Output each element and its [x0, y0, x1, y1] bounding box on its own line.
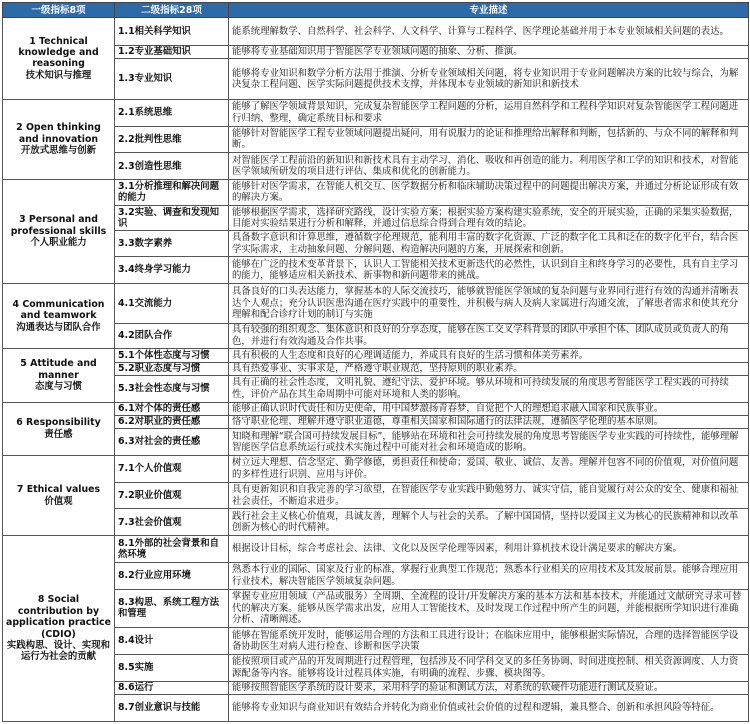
indicator-table [2, 2, 749, 722]
level2-indicator: 8.6运行 [115, 681, 229, 694]
description-cell: 知晓和理解“联合国可持续发展目标”，能够站在环境和社会可持续发展的角度思考智能医学专业实践的可持续性，能够理解智能医学信息系统运行或技术实施过程中可能对社会和环境造成的影响。 [229, 429, 749, 456]
table-row [3, 362, 749, 375]
level2-indicator: 5.3社会性态度与习惯 [115, 375, 229, 402]
level2-indicator: 7.1个人价值观 [115, 455, 229, 482]
description-cell: 能够在广泛的技术变革背景下，认识人工智能相关技术更新迭代的必然性，认识到自主和终身学习的必要性，具有自主学习的能力，能够适应相关新技术、新事物和新问题带来的挑战。 [229, 257, 749, 284]
description-cell: 恪守职业伦理、理解并遵守职业道德，尊重相关国家和国际通行的法律法规，遵循医学伦理的基本原则。 [229, 415, 749, 428]
table-row [3, 695, 749, 722]
description-cell: 熟悉本行业的国际、国家及行业的标准，掌握行业典型工作规范；熟悉本行业相关的应用技术及其发展前景。能够合理应用行业技术，解决智能医学领域复杂问题。 [229, 562, 749, 589]
level2-indicator: 1.3专业知识 [115, 59, 229, 100]
level1-indicator [3, 99, 115, 179]
description-cell: 掌握专业应用领域（产品或服务）全周期、全流程的设计/开发解决方案的基本方法和基本技术，并能通过文献研究寻求可替代的解决方案。能够从医学需求出发，应用人工智能技术，及时发现工作过程中所产生的问题，并能根据所学知识进行准确分析、清晰阐述。 [229, 589, 749, 628]
level1-english-name: 4 Communication and teamwork [12, 298, 105, 322]
description-cell: 能够针对医学需求，在智能人机交互、医学数据分析和临床辅助决策过程中的问题提出解决方案，并通过分析论证形成有效的解决方案。 [229, 180, 749, 206]
table-row [3, 402, 749, 415]
level1-english-name: 8 Social contribution by application practice (CDIO) [6, 594, 111, 640]
description-cell: 践行社会主义核心价值观，具诚友善，理解个人与社会的关系。了解中国国情，坚持以爱国主义为核心的民族精神和以改革创新为核心的时代精神。 [229, 509, 749, 536]
table-row [3, 681, 749, 694]
level2-indicator: 5.2职业态度与习惯 [115, 362, 229, 375]
level2-indicator: 6.1对个体的责任感 [115, 402, 229, 415]
level2-indicator: 6.2对职业的责任感 [115, 415, 229, 428]
description-cell: 根据设计目标，综合考虑社会、法律、文化以及医学伦理等因素，利用计算机技术设计满足要求的解决方案。 [229, 536, 749, 563]
table-row [3, 126, 749, 153]
level2-indicator: 8.5实施 [115, 655, 229, 682]
table-row [3, 59, 749, 100]
description-cell: 具备良好的口头表达能力，掌握基本的人际交流技巧，能够就智能医学领域的复杂问题与业界同行进行有效的沟通并清晰表达个人观点；充分认识医患沟通在医疗实践中的重要性，并积极与病人及病人家属进行沟通交流，了解患者需求和使其充分理解和配合诊疗计划的制订与实施 [229, 283, 749, 323]
description-cell: 具有积极的人生态度和良好的心理调适能力，养成具有良好的生活习惯和体美劳素养。 [229, 349, 749, 362]
table-row [3, 589, 749, 628]
description-cell: 能够了解医学领域背景知识，完成复杂智能医学工程问题的分析，运用自然科学和工程科学知识对复杂智能医学工程问题进行归纳、整理，确定系统目标和要求 [229, 99, 749, 126]
description-cell: 能够将专业知识与商业知识有效结合并转化为商业价值或社会价值的过程和逻辑，兼具整合、创新和承担风险等特征。 [229, 695, 749, 722]
description-cell: 树立远大理想、信念坚定、勤学修德，勇担责任和使命；爱国、敬业、诚信、友善。理解并包容不同的价值观，对价值问题的多样性进行识别、应用与评价。 [229, 455, 749, 482]
level2-indicator: 6.3对社会的责任感 [115, 429, 229, 456]
level2-indicator: 2.3创造性思维 [115, 153, 229, 180]
description-cell: 能按照项目或产品的开发周期进行过程管理，包括涉及不同学科交叉的多任务协调、时间进度控制、相关资源调度、人力资源配备等内容。能够将设计过程具体实施，有明确的流程、步骤、模块图等。 [229, 655, 749, 682]
level2-indicator: 8.7创业意识与技能 [115, 695, 229, 722]
level2-indicator: 1.2专业基础知识 [115, 45, 229, 58]
description-cell: 能够根据医学需求，选择研究路线，设计实验方案；根据实验方案构建实验系统，安全的开展实验，正确的采集实验数据，目能对实验结果进行分析和解释，并通过信息综合得到合理有效的结论。 [229, 205, 749, 231]
level2-indicator: 2.2批判性思维 [115, 126, 229, 153]
level1-indicator [3, 283, 115, 348]
description-cell: 具备数字意识和计算思维，遵循数字伦理规范，能利用丰富的数字化资源、广泛的数字化工具和泛在的数字化平台，结合医学实际需求，主动抽象问题、分解问题、构造解决问题的方案，开展探索和创新。 [229, 231, 749, 257]
level1-chinese-name: 责任感 [44, 428, 73, 440]
level2-indicator: 5.1个体性态度与习惯 [115, 349, 229, 362]
level1-chinese-name: 实践构思、设计、实现和运行为社会的贡献 [6, 639, 111, 663]
level2-indicator: 3.2实验、调查和发现知识 [115, 205, 229, 231]
level2-indicator: 8.4设计 [115, 628, 229, 655]
header-level1: 一级指标8项 [3, 3, 115, 18]
table-row [3, 628, 749, 655]
level1-chinese-name: 个人职业能力 [30, 237, 87, 249]
level1-chinese-name: 沟通表达与团队合作 [16, 321, 101, 333]
level2-indicator: 8.3构思、系统工程方法和管理 [115, 589, 229, 628]
description-cell: 能够针对智能医学工程专业领域问题提出疑问，用有说服力的论证和推理给出解释和判断，包括新的、与众不同的解释和判断。 [229, 126, 749, 153]
level1-indicator [3, 455, 115, 535]
level1-indicator [3, 180, 115, 284]
table-row [3, 257, 749, 284]
level1-english-name: 7 Ethical values [16, 484, 101, 496]
table-row [3, 429, 749, 456]
level2-indicator: 2.1系统思维 [115, 99, 229, 126]
level2-indicator: 8.1外部的社会背景和自然环境 [115, 536, 229, 563]
level1-chinese-name: 价值观 [44, 495, 73, 507]
table-row [3, 455, 749, 482]
level1-indicator [3, 18, 115, 100]
level1-chinese-name: 开放式思维与创新 [20, 145, 96, 157]
table-row [3, 18, 749, 46]
description-cell: 能够正确认识时代责任和历史使命，用中国梦激扬青春梦，自觉把个人的理想追求融入国家和民族事业。 [229, 402, 749, 415]
description-cell: 具有较强的组织观念、集体意识和良好的分享态度，能够在医工交叉学科背景的团队中承担个体、团队成员或负责人的角色，并进行有效沟通及合作共事。 [229, 323, 749, 349]
header-level2: 二级指标28项 [115, 3, 229, 18]
header-description: 专业描述 [229, 3, 749, 18]
table-row [3, 99, 749, 126]
description-cell: 能够将专业知识和数学分析方法用于推演、分析专业领域相关问题，将专业知识用于专业问题解决方案的比较与综合，为解决复杂工程问题、医学实际问题提供技术支撑，并体现本专业领域的新知识和新技术 [229, 59, 749, 100]
table-row [3, 283, 749, 323]
level2-indicator: 4.1交流能力 [115, 283, 229, 323]
level1-chinese-name: 技术知识与推理 [25, 69, 92, 81]
level2-indicator: 7.2职业价值观 [115, 482, 229, 509]
level2-indicator: 4.2团队合作 [115, 323, 229, 349]
table-row [3, 482, 749, 509]
table-row [3, 375, 749, 402]
description-cell: 能够按照智能医学系统的设计要求，采用科学的验证和测试方法，对系统的软硬件功能进行测试及验证。 [229, 681, 749, 694]
description-cell: 具有正确的社会性态度，文明礼貌、遵纪守法、爱护环境。够从环境和可持续发展的角度思考智能医学工程实践的可持续性，评价产品在其生命周期中可能对环境和人类的影响。 [229, 375, 749, 402]
level1-english-name: 6 Responsibility [16, 417, 101, 429]
table-row [3, 655, 749, 682]
level1-english-name: 2 Open thinking and innovation [16, 122, 101, 145]
description-cell: 能系统理解数学、自然科学、社会科学、人文科学、计算与工程科学、医学理论基础并用于本专业领域相关问题的表达。 [229, 18, 749, 46]
level1-english-name: 5 Attitude and manner [20, 358, 97, 381]
level2-indicator: 3.4终身学习能力 [115, 257, 229, 284]
header-row [3, 3, 749, 18]
table-row [3, 509, 749, 536]
table-row [3, 349, 749, 362]
level1-indicator [3, 349, 115, 402]
level2-indicator: 8.2行业应用环境 [115, 562, 229, 589]
level2-indicator: 7.3社会价值观 [115, 509, 229, 536]
description-cell: 对智能医学工程前沿的新知识和新技术具有主动学习、消化、吸收和再创造的能力。利用医学和工学的知识和技术，对智能医学领域所研发的项目进行评估、集成和优化的创新能力。 [229, 153, 749, 180]
table-row [3, 205, 749, 231]
table-row [3, 415, 749, 428]
indicator-table-container [2, 2, 748, 722]
table-row [3, 45, 749, 58]
table-row [3, 180, 749, 206]
level1-indicator [3, 536, 115, 722]
description-cell: 能够在智能系统开发时，能够运用合理的方法和工具进行设计；在临床应用中，能够根据实际情况，合理的选择智能医学设备协助医生对病人进行检查、诊断和医学决策 [229, 628, 749, 655]
level1-chinese-name: 态度与习惯 [35, 381, 82, 393]
table-row [3, 323, 749, 349]
level1-english-name: 3 Personal and professional skills [10, 214, 107, 237]
level1-indicator [3, 402, 115, 455]
level2-indicator: 1.1相关科学知识 [115, 18, 229, 46]
table-row [3, 231, 749, 257]
description-cell: 能够将专业基础知识用于智能医学专业领域问题的抽象、分析、推演。 [229, 45, 749, 58]
table-row [3, 562, 749, 589]
description-cell: 具有热爱事业、实事求是，严格遵守职业规范，坚持原则的职业素养。 [229, 362, 749, 375]
table-row [3, 536, 749, 563]
level1-english-name: 1 Technical knowledge and reasoning [18, 35, 99, 70]
table-row [3, 153, 749, 180]
table-body [3, 18, 749, 722]
description-cell: 具有更新知识和自我完善的学习欲望，在智能医学专业实践中勤勉努力、诚实守信，能自觉履行对公众的安全、健康和福祉社会责任，不断追求进步。 [229, 482, 749, 509]
level2-indicator: 3.1分析推理和解决问题的能力 [115, 180, 229, 206]
level2-indicator: 3.3数字素养 [115, 231, 229, 257]
